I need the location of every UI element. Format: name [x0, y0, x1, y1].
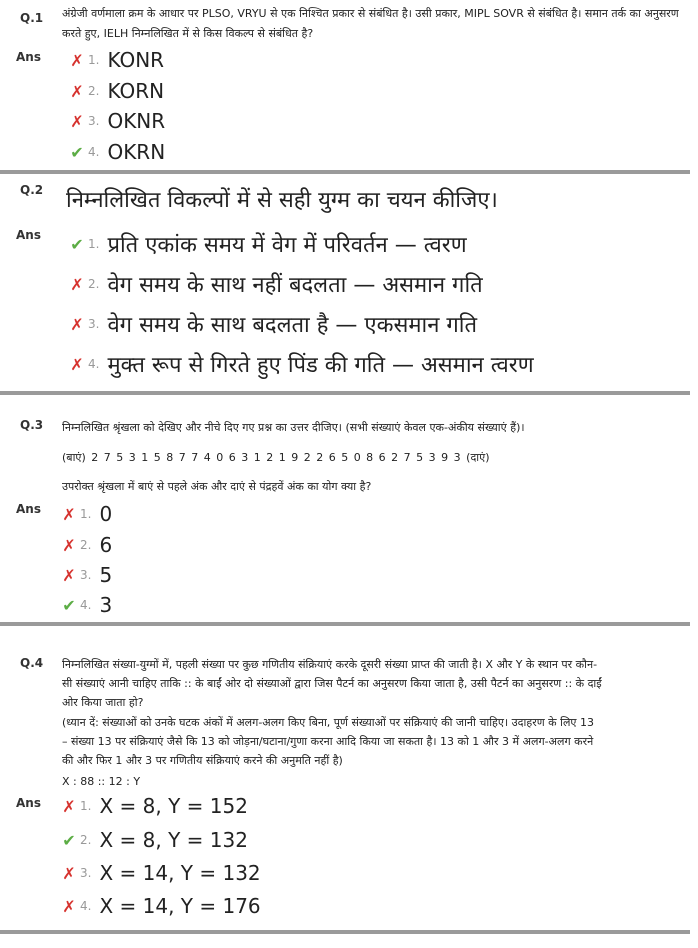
option-text: वेग समय के साथ बदलता है — एकसमान गति — [107, 313, 478, 338]
wrong-mark-icon: ✗ — [62, 796, 76, 816]
option-4[interactable] — [60, 894, 261, 918]
option-number: 4. — [88, 145, 100, 159]
correct-mark-icon: ✔ — [70, 142, 84, 162]
wrong-mark-icon: ✗ — [70, 111, 84, 131]
question-divider — [0, 170, 690, 174]
option-text: X = 8, Y = 152 — [99, 794, 248, 818]
question-number: Q.4 — [20, 656, 44, 670]
option-text: 6 — [99, 533, 113, 557]
option-text: OKNR — [107, 109, 166, 133]
option-text: X = 14, Y = 132 — [99, 861, 261, 885]
option-1[interactable] — [68, 229, 467, 259]
option-number: 1. — [80, 799, 92, 813]
option-2[interactable] — [60, 828, 248, 852]
option-text: KORN — [107, 79, 165, 103]
option-text: 0 — [99, 502, 113, 526]
option-3[interactable] — [68, 109, 165, 133]
option-number: 4. — [80, 899, 92, 913]
answer-label: Ans — [16, 228, 41, 242]
option-1[interactable] — [60, 794, 248, 818]
option-2[interactable] — [60, 533, 112, 557]
answer-label: Ans — [16, 502, 41, 516]
correct-mark-icon: ✔ — [62, 830, 76, 850]
option-1[interactable] — [68, 48, 164, 72]
question-number: Q.3 — [20, 418, 44, 432]
wrong-mark-icon: ✗ — [62, 504, 76, 524]
wrong-mark-icon: ✗ — [70, 50, 84, 70]
wrong-mark-icon: ✗ — [70, 314, 84, 334]
wrong-mark-icon: ✗ — [70, 354, 84, 374]
wrong-mark-icon: ✗ — [62, 863, 76, 883]
option-number: 1. — [80, 507, 92, 521]
option-1[interactable] — [60, 502, 112, 526]
number-series: (बाएं) 2 7 5 3 1 5 8 7 7 4 0 6 3 1 2 1 9 2 2 6 5 0 8 6 2 7 5 3 9 3 (दाएं) — [62, 451, 490, 464]
wrong-mark-icon: ✗ — [62, 565, 76, 585]
option-number: 3. — [88, 114, 100, 128]
option-4[interactable] — [68, 349, 534, 379]
wrong-mark-icon: ✗ — [70, 274, 84, 294]
option-4[interactable] — [60, 593, 112, 617]
option-number: 2. — [80, 538, 92, 552]
option-number: 3. — [88, 317, 100, 331]
question-note: (ध्यान दें: संख्याओं को उनके घटक अंकों में अलग-अलग किए बिना, पूर्ण संख्याओं पर संक्रियाएं की जानी चाहिए। उदाहरण के लिए 13 – संख्या 13 पर संक्रियाएं जैसे कि 13 को जोड़ना/घटाना/गुणा करना आदि किया जा सकता है। 13 को 1 और 3 में अलग-अलग करने की और फिर 1 और 3 पर गणितीय संक्रियाएं करने की अनुमति नहीं है) — [62, 716, 594, 767]
option-3[interactable] — [68, 309, 477, 339]
option-text: KONR — [107, 48, 165, 72]
option-number: 2. — [88, 277, 100, 291]
option-2[interactable] — [68, 79, 164, 103]
question-number: Q.1 — [20, 11, 44, 25]
option-text: X = 14, Y = 176 — [99, 894, 261, 918]
option-3[interactable] — [60, 861, 261, 885]
option-number: 4. — [80, 598, 92, 612]
option-number: 2. — [88, 84, 100, 98]
option-text: 3 — [99, 593, 113, 617]
option-number: 1. — [88, 53, 100, 67]
wrong-mark-icon: ✗ — [70, 81, 84, 101]
wrong-mark-icon: ✗ — [62, 896, 76, 916]
option-number: 3. — [80, 866, 92, 880]
option-number: 1. — [88, 237, 100, 251]
option-number: 3. — [80, 568, 92, 582]
option-text: 5 — [99, 563, 113, 587]
option-text: वेग समय के साथ नहीं बदलता — असमान गति — [107, 273, 483, 298]
question-stem: अंग्रेजी वर्णमाला क्रम के आधार पर PLSO, VRYU से एक निश्चित प्रकार से संबंधित है। उसी प्रकार, MIPL SOVR से संबंधित है। समान तर्क का अनुसरण करते हुए, IELH निम्नलिखित में से किस विकल्प से संबंधित है? — [62, 7, 679, 40]
option-4[interactable] — [68, 140, 165, 164]
question-stem-line: निम्नलिखित श्रृंखला को देखिए और नीचे दिए गए प्रश्न का उत्तर दीजिए। (सभी संख्याएं केवल एक-अंकीय संख्याएं हैं)। — [62, 421, 525, 434]
question-stem-line: उपरोक्त श्रृंखला में बाएं से पहले अंक और दाएं से पंद्रहवें अंक का योग क्या है? — [62, 480, 372, 493]
question-stem: निम्नलिखित विकल्पों में से सही युग्म का चयन कीजिए। — [66, 188, 498, 213]
option-text: प्रति एकांक समय में वेग में परिवर्तन — त्वरण — [107, 233, 467, 258]
option-3[interactable] — [60, 563, 112, 587]
answer-label: Ans — [16, 796, 41, 810]
correct-mark-icon: ✔ — [62, 595, 76, 615]
question-stem: निम्नलिखित संख्या-युग्मों में, पहली संख्या पर कुछ गणितीय संक्रियाएं करके दूसरी संख्या प्राप्त की जाती है। X और Y के स्थान पर कौन-सी संख्याएं आनी चाहिए ताकि :: के बाईं ओर दो संख्याओं द्वारा जिस पैटर्न का अनुसरण किया जाता है, उसी पैटर्न का अनुसरण :: के दाईं ओर किया जाता हो? — [62, 658, 602, 709]
option-number: 4. — [88, 357, 100, 371]
option-text: OKRN — [107, 140, 166, 164]
question-number: Q.2 — [20, 183, 44, 197]
answer-label: Ans — [16, 50, 41, 64]
option-text: X = 8, Y = 132 — [99, 828, 248, 852]
question-divider — [0, 391, 690, 395]
question-divider — [0, 622, 690, 626]
option-2[interactable] — [68, 269, 483, 299]
wrong-mark-icon: ✗ — [62, 535, 76, 555]
question-expression: X : 88 :: 12 : Y — [62, 775, 141, 788]
question-divider — [0, 930, 690, 934]
option-text: मुक्त रूप से गिरते हुए पिंड की गति — असमान त्वरण — [107, 353, 534, 378]
option-number: 2. — [80, 833, 92, 847]
correct-mark-icon: ✔ — [70, 234, 84, 254]
